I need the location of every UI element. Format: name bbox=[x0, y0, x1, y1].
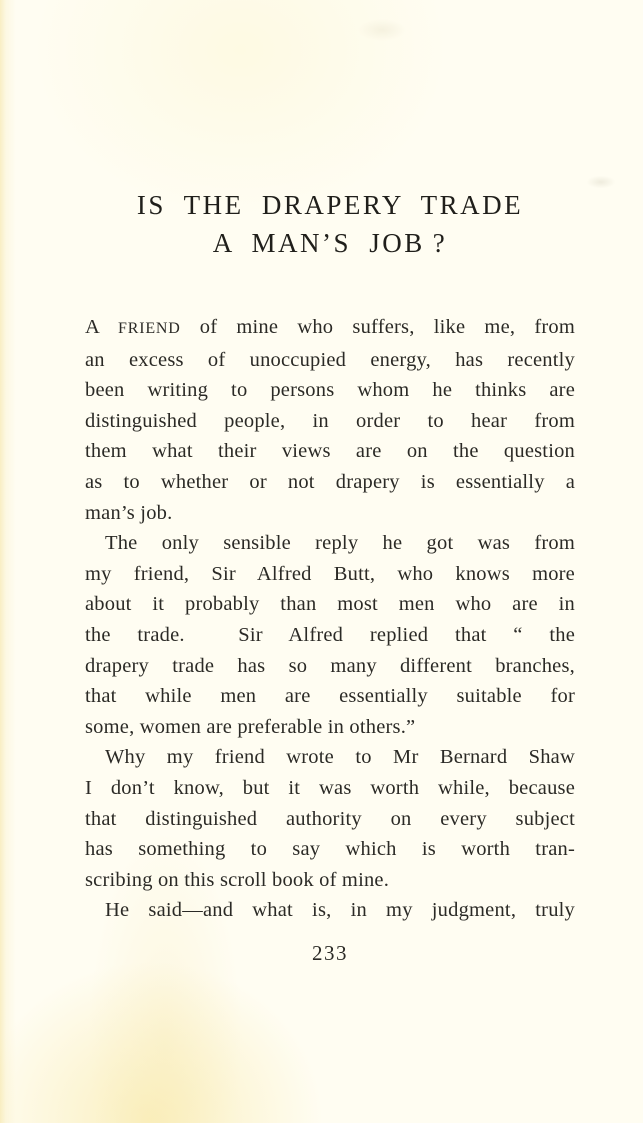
text-line: the trade. Sir Alfred replied that “ the bbox=[85, 623, 575, 646]
text-line: them what their views are on the question bbox=[85, 440, 575, 463]
text-part: A bbox=[85, 316, 119, 338]
paragraph bbox=[85, 312, 575, 528]
text-line: man’s job. bbox=[85, 501, 173, 524]
text-line: some, women are preferable in others.” bbox=[85, 715, 416, 738]
page-number: 233 bbox=[312, 941, 348, 965]
text-line bbox=[85, 312, 575, 345]
text-line: has something to say which is worth tran- bbox=[85, 838, 575, 861]
text-line: been writing to persons whom he thinks are bbox=[85, 379, 575, 402]
text-line: as to whether or not drapery is essentially a bbox=[85, 470, 575, 493]
chapter-title bbox=[85, 186, 575, 262]
small-caps-text: FRIEND bbox=[118, 320, 181, 337]
text-line: He said—and what is, in my judgment, truly bbox=[105, 899, 575, 922]
text-part: of mine who suffers, like me, from bbox=[180, 316, 576, 338]
text-line: that while men are essentially suitable for bbox=[85, 685, 575, 708]
text-line: distinguished people, in order to hear from bbox=[85, 409, 575, 432]
paragraph bbox=[85, 895, 575, 926]
paragraph bbox=[85, 742, 575, 895]
chapter-title-line-2: A MAN’S JOB ? bbox=[212, 228, 448, 258]
chapter-title-line-1: IS THE DRAPERY TRADE bbox=[136, 190, 524, 220]
text-line: scribing on this scroll book of mine. bbox=[85, 868, 390, 891]
text-line: I don’t know, but it was worth while, because bbox=[85, 776, 575, 799]
text-line: an excess of unoccupied energy, has recently bbox=[85, 348, 575, 371]
text-line: about it probably than most men who are in bbox=[85, 593, 575, 616]
text-line: drapery trade has so many different branches, bbox=[85, 654, 575, 677]
paragraph bbox=[85, 528, 575, 742]
text-line: my friend, Sir Alfred Butt, who knows more bbox=[85, 562, 575, 585]
text-line: that distinguished authority on every subject bbox=[85, 807, 575, 830]
text-line: Why my friend wrote to Mr Bernard Shaw bbox=[105, 746, 575, 769]
body-text bbox=[85, 312, 575, 926]
text-line: The only sensible reply he got was from bbox=[105, 532, 575, 555]
